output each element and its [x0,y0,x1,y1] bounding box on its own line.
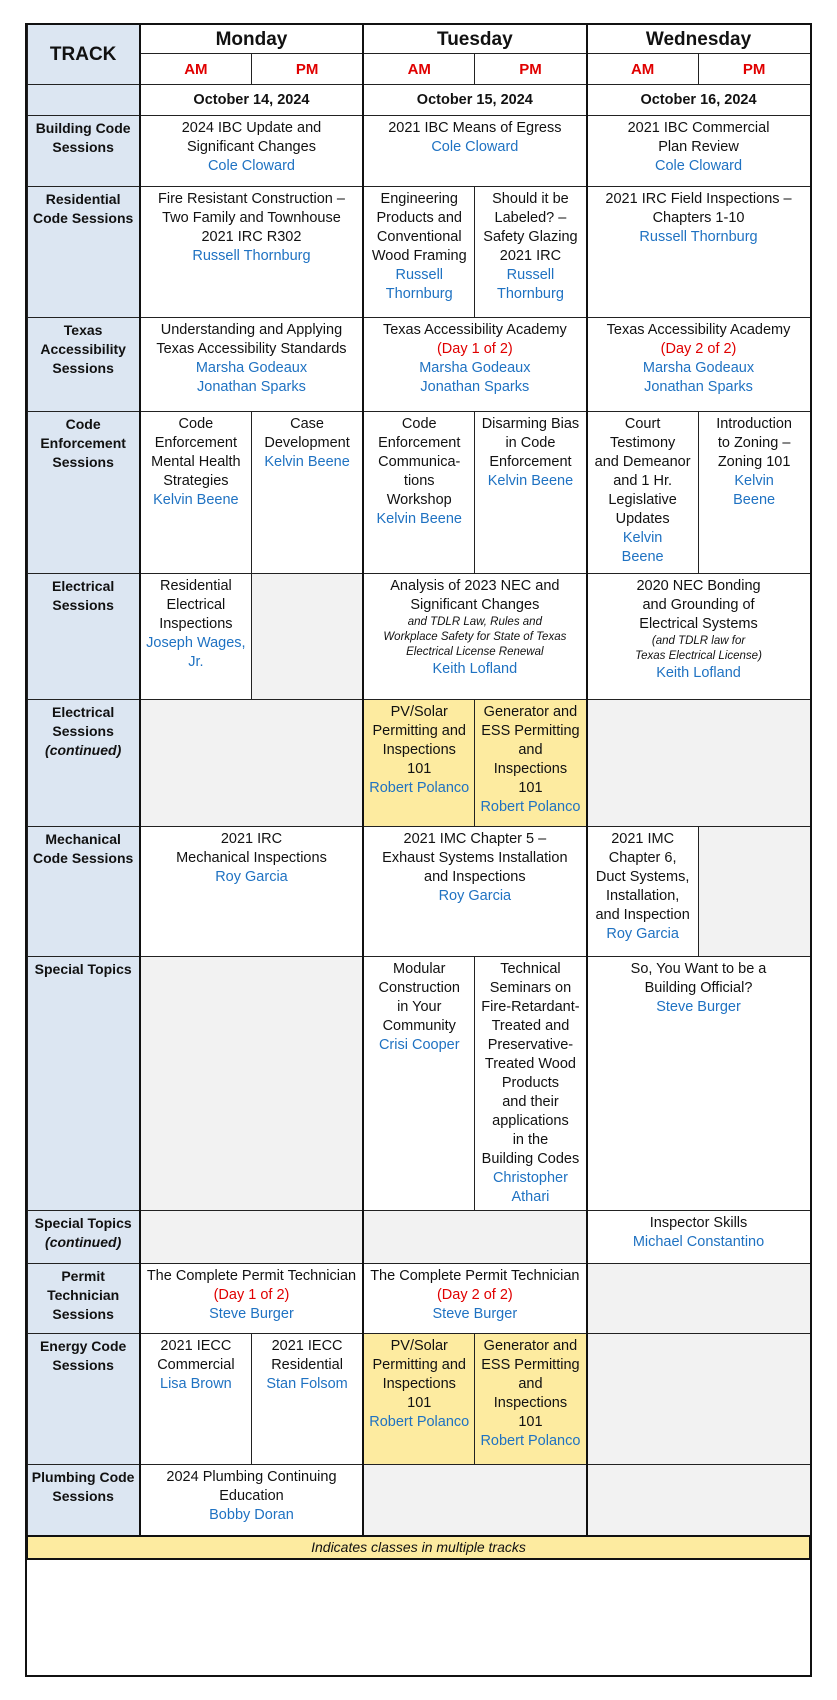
date-tuesday: October 15, 2024 [363,85,586,116]
session-title-line: 2021 IMC [611,831,675,847]
session-title-line: Texas Accessibility Academy [382,322,567,338]
empty-cell [140,1211,363,1264]
track-label-line: Code Sessions [32,210,134,226]
session-title-line: Residential [160,578,232,594]
session-title-line: 2021 IBC Means of Egress [388,120,562,136]
speaker-name: Cole Cloward [431,139,519,155]
speaker-name: Robert Polanco [480,799,581,815]
speaker-name: Kelvin Beene [376,511,462,527]
speaker-name-line: Kelvin [622,530,663,546]
track-electrical-continued [27,700,140,827]
session-card [140,1465,363,1536]
session-title-line: 101 [518,1414,543,1430]
speaker-name: Roy Garcia [438,888,512,904]
session-title-line: in Your [397,999,442,1015]
session-title-line: and Inspections [424,869,526,885]
session-title-line: Technical [500,961,561,977]
speaker-name: Steve Burger [209,1306,294,1322]
speaker-name: Roy Garcia [606,926,679,942]
track-energy-code [27,1334,140,1465]
session-card [587,1211,810,1264]
speaker-name: Marsha Godeaux [195,360,308,376]
session-title-line: Testimony [609,435,676,451]
session-card [140,187,363,318]
wed-pm: PM [698,54,810,85]
speaker-name: Jonathan Sparks [197,379,306,395]
session-subtitle-line: Electrical License Renewal [406,646,544,658]
session-title-line: Inspections [493,761,568,777]
session-title-line: Residential [271,1357,343,1373]
session-title-line: Enforcement [378,435,461,451]
speaker-name: Kelvin Beene [264,454,350,470]
track-plumbing-code [27,1465,140,1536]
session-title-line: Analysis of 2023 NEC and [390,578,560,594]
session-title-line: Labeled? – [494,210,567,226]
session-title-line: Significant Changes [410,597,540,613]
speaker-name: Keith Lofland [656,665,741,681]
session-title-line: 101 [407,761,432,777]
session-card [587,318,810,412]
session-title-line: Enforcement [489,454,572,470]
speaker-name: Steve Burger [432,1306,518,1322]
session-day-note: (Day 1 of 2) [213,1287,290,1303]
session-title-line: and Demeanor [594,454,691,470]
session-title-line: 101 [518,780,543,796]
session-card [363,412,475,574]
speaker-name: Robert Polanco [369,780,470,796]
speaker-name: Robert Polanco [480,1433,581,1449]
track-label-line: Sessions [52,454,114,470]
session-subtitle-line: (and TDLR law for [651,635,746,647]
session-card [363,1264,586,1334]
empty-cell [587,700,810,827]
session-card [475,1334,587,1465]
track-label-line: Plumbing Code [31,1469,135,1485]
speaker-name-line: Jr. [188,654,204,670]
track-mechanical [27,827,140,957]
track-building-code [27,116,140,187]
session-title-line: 2021 IMC Chapter 5 – [403,831,547,847]
session-title-line: Enforcement [154,435,237,451]
session-title-line: Workshop [386,492,452,508]
empty-cell [363,1211,586,1264]
session-card [587,827,699,957]
track-label-line: Technician [47,1287,120,1303]
track-label-line: Sessions [52,723,114,739]
mon-pm: PM [251,54,363,85]
session-title-line: 2021 IRC [499,248,562,264]
session-card [363,318,586,412]
session-card [698,412,810,574]
session-card [587,116,810,187]
session-title-line: Code [178,416,214,432]
speaker-name: Stan Folsom [266,1376,348,1392]
session-title-line: and 1 Hr. [613,473,673,489]
empty-cell [587,1465,810,1536]
session-title-line: Seminars on [489,980,572,996]
track-label-line: Sessions [52,1306,114,1322]
session-title-line: Engineering [380,191,458,207]
speaker-name: Cole Cloward [654,158,743,174]
track-label-line: Energy Code [39,1338,127,1354]
track-label-line: Code Sessions [32,850,134,866]
session-title-line: Building Official? [644,980,753,996]
session-title-line: Generator and [483,704,578,720]
track-permit-technician [27,1264,140,1334]
speaker-name: Jonathan Sparks [644,379,753,395]
session-subtitle-line: Workplace Safety for State of Texas [383,631,567,643]
session-title-line: and their [502,1094,559,1110]
speaker-name: Keith Lofland [432,661,518,677]
session-card [587,412,699,574]
empty-cell [251,574,363,700]
session-title-line: Introduction [716,416,792,432]
speaker-name: Kelvin Beene [153,492,239,508]
empty-cell [698,827,810,957]
empty-cell [587,1334,810,1465]
speaker-name: Robert Polanco [369,1414,470,1430]
track-label-line: (continued) [45,1234,122,1250]
session-card [363,700,475,827]
session-card [475,412,587,574]
session-title-line: The Complete Permit Technician [146,1268,357,1284]
session-title-line: Generator and [483,1338,578,1354]
session-title-line: Inspections [493,1395,568,1411]
track-label-line: Sessions [52,1357,114,1373]
track-residential-code [27,187,140,318]
session-title-line: Products and [376,210,462,226]
session-title-line: Exhaust Systems Installation [382,850,568,866]
session-title-line: Permitting and [372,723,466,739]
speaker-name: Cole Cloward [207,158,295,174]
session-title-line: The Complete Permit Technician [370,1268,580,1284]
session-card [140,318,363,412]
speaker-name: Russell Thornburg [639,229,758,245]
empty-cell [140,957,363,1211]
session-title-line: Permitting and [372,1357,466,1373]
session-title-line: So, You Want to be a [630,961,767,977]
track-label-line: Residential [45,191,121,207]
session-title-line: Fire Resistant Construction – [157,191,345,207]
track-texas-accessibility [27,318,140,412]
session-title-line: 2021 IECC [160,1338,232,1354]
session-title-line: 2020 NEC Bonding [636,578,761,594]
session-title-line: 101 [407,1395,432,1411]
session-title-line: Legislative [608,492,677,508]
empty-cell [587,1264,810,1334]
track-label-line: Code [65,416,101,432]
session-title-line: Conventional [376,229,462,245]
track-label-line: Sessions [52,1488,114,1504]
session-card [140,574,252,700]
session-title-line: Electrical [166,597,226,613]
track-blank [27,85,140,116]
session-card [251,1334,363,1465]
session-title-line: 2021 IRC Field Inspections – [605,191,792,207]
track-label-line: Building Code [35,120,131,136]
session-card [363,116,586,187]
track-label-line: Mechanical [45,831,121,847]
speaker-name: Lisa Brown [160,1376,232,1392]
wed-am: AM [587,54,699,85]
speaker-name-line: Beene [733,492,776,508]
session-title-line: 2021 IRC [220,831,283,847]
session-title-line: Products [501,1075,560,1091]
session-title-line: and [518,742,543,758]
speaker-name-line: Joseph Wages, [146,635,246,651]
session-title-line: Case [290,416,324,432]
speaker-name: Michael Constantino [632,1234,765,1250]
session-card [140,827,363,957]
legend-multiple-tracks: Indicates classes in multiple tracks [27,1536,810,1559]
speaker-name: Bobby Doran [209,1507,294,1523]
session-title-line: Construction [378,980,460,996]
session-title-line: Court [624,416,661,432]
track-label-line: Sessions [52,597,114,613]
session-title-line: Safety Glazing [483,229,578,245]
session-card [363,1334,475,1465]
session-title-line: Chapters 1-10 [652,210,745,226]
track-special-topics-continued [27,1211,140,1264]
speaker-name: Crisi Cooper [378,1037,460,1053]
session-day-note: (Day 1 of 2) [436,341,513,357]
session-title-line: ESS Permitting [481,723,580,739]
session-title-line: Zoning 101 [717,454,791,470]
session-title-line: and Grounding of [642,597,755,613]
session-title-line: Updates [615,511,670,527]
day-wednesday: Wednesday [587,25,810,54]
track-label-line: (continued) [45,742,122,758]
speaker-name: Roy Garcia [215,869,288,885]
schedule-table [26,24,811,1560]
empty-cell [140,700,363,827]
session-card [363,574,586,700]
track-label-line: Electrical [52,704,115,720]
session-title-line: to Zoning – [717,435,791,451]
session-title-line: Code [401,416,437,432]
session-subtitle-line: Texas Electrical License) [635,650,762,662]
session-title-line: Texas Accessibility Academy [606,322,791,338]
session-title-line: tions [403,473,435,489]
session-title-line: applications [492,1113,569,1129]
mon-am: AM [140,54,252,85]
date-monday: October 14, 2024 [140,85,363,116]
speaker-name-line: Thornburg [496,286,564,302]
session-title-line: and Inspection [595,907,690,923]
day-tuesday: Tuesday [363,25,586,54]
session-card [140,1264,363,1334]
track-label-line: Special Topics [34,961,132,977]
session-title-line: Commercial [157,1357,235,1373]
session-title-line: Building Codes [481,1151,580,1167]
session-title-line: Treated and [491,1018,570,1034]
session-title-line: Understanding and Applying [160,322,343,338]
session-title-line: and [518,1376,543,1392]
speaker-name-line: Christopher [492,1170,568,1186]
session-title-line: PV/Solar [390,1338,448,1354]
session-card [475,957,587,1211]
session-title-line: 2024 IBC Update and [181,120,322,136]
track-label-line: Electrical [52,578,115,594]
day-monday: Monday [140,25,363,54]
session-title-line: Significant Changes [186,139,316,155]
speaker-name: Jonathan Sparks [420,379,530,395]
track-label-line: Permit [61,1268,105,1284]
session-title-line: Inspections [159,616,233,632]
session-title-line: 2024 Plumbing Continuing [166,1469,337,1485]
speaker-name-line: Kelvin [734,473,774,489]
session-title-line: in Code [505,435,556,451]
speaker-name-line: Russell [506,267,555,283]
session-title-line: Duct Systems, [595,869,690,885]
session-subtitle-line: and TDLR Law, Rules and [407,616,542,628]
session-title-line: Communica- [378,454,461,470]
session-title-line: Chapter 6, [608,850,677,866]
session-title-line: Modular [393,961,446,977]
tue-pm: PM [475,54,587,85]
session-title-line: Community [382,1018,456,1034]
session-title-line: Inspections [382,1376,456,1392]
session-title-line: Fire-Retardant- [481,999,580,1015]
speaker-name: Marsha Godeaux [419,360,531,376]
session-card [363,957,475,1211]
session-title-line: Preservative- [487,1037,574,1053]
empty-cell [363,1465,586,1536]
session-title-line: Installation, [605,888,680,904]
session-card [587,187,810,318]
session-title-line: 2021 IBC Commercial [627,120,770,136]
session-card [140,116,363,187]
speaker-name: Steve Burger [656,999,741,1015]
speaker-name: Russell Thornburg [192,248,311,264]
track-special-topics [27,957,140,1211]
session-title-line: ESS Permitting [481,1357,580,1373]
date-wednesday: October 16, 2024 [587,85,810,116]
session-title-line: Inspections [382,742,456,758]
track-label-line: Accessibility [40,341,126,357]
track-code-enforcement [27,412,140,574]
session-title-line: Inspector Skills [649,1215,748,1231]
track-label-line: Texas [63,322,103,338]
session-title-line: Mental Health [151,454,241,470]
track-label-line: Sessions [52,139,114,155]
session-title-line: Development [264,435,350,451]
session-card [475,700,587,827]
session-title-line: Treated Wood [484,1056,576,1072]
session-card [251,412,363,574]
session-card [587,574,810,700]
track-electrical [27,574,140,700]
session-title-line: Disarming Bias [481,416,580,432]
session-title-line: in the [512,1132,549,1148]
track-label-line: Enforcement [40,435,126,451]
session-title-line: 2021 IRC R302 [201,229,302,245]
session-title-line: PV/Solar [390,704,448,720]
session-title-line: Electrical Systems [639,616,758,632]
session-title-line: Texas Accessibility Standards [156,341,347,357]
session-card [587,957,810,1211]
session-title-line: Two Family and Townhouse [162,210,341,226]
session-title-line: Plan Review [658,139,739,155]
speaker-name-line: Thornburg [385,286,453,302]
session-title-line: Strategies [163,473,229,489]
speaker-name: Marsha Godeaux [642,360,755,376]
speaker-name: Kelvin Beene [487,473,574,489]
speaker-name-line: Russell [395,267,444,283]
session-title-line: Wood Framing [371,248,467,264]
session-title-line: Should it be [492,191,569,207]
session-card [475,187,587,318]
session-card [363,187,475,318]
track-header: TRACK [27,25,140,85]
session-card [140,1334,252,1465]
track-label-line: Sessions [52,360,114,376]
session-card [140,412,252,574]
session-title-line: Education [219,1488,284,1504]
session-card [363,827,586,957]
session-title-line: 2021 IECC [271,1338,343,1354]
tue-am: AM [363,54,475,85]
session-title-line: Mechanical Inspections [176,850,327,866]
track-label-line: Special Topics [34,1215,132,1231]
session-day-note: (Day 2 of 2) [660,341,737,357]
session-day-note: (Day 2 of 2) [436,1287,513,1303]
speaker-name-line: Athari [511,1189,550,1205]
speaker-name-line: Beene [621,549,664,565]
